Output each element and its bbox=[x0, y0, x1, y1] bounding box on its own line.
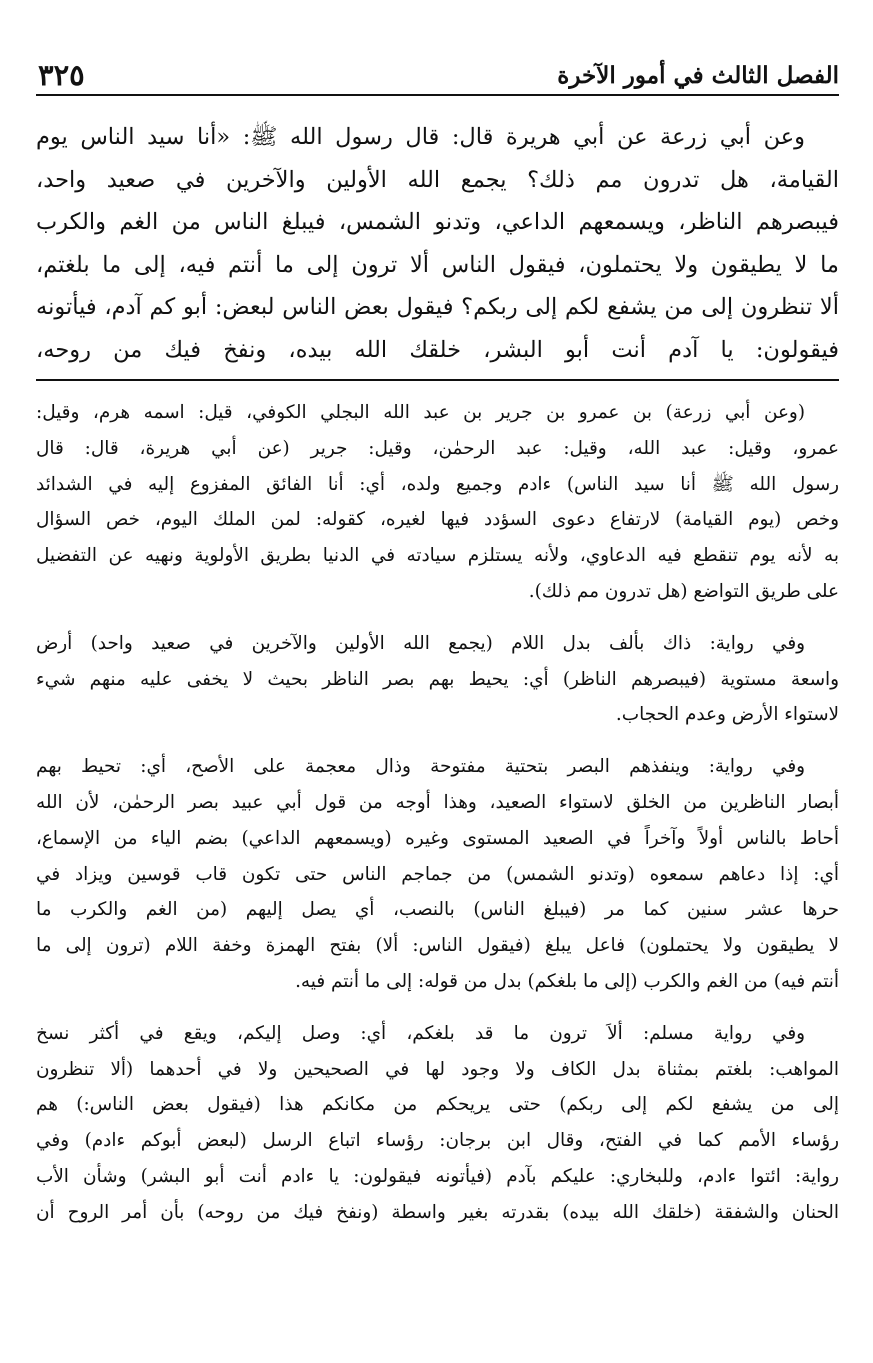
hadith-text bbox=[36, 116, 839, 371]
commentary-line: على طريق التواضع (هل تدرون مم ذلك). bbox=[528, 580, 839, 602]
header-rule bbox=[36, 94, 839, 96]
commentary-line: أبصار الناظرين من الخلق لاستواء الصعيد، وهذا أوجه من قول أبي عبيد بصر الرحمٰن، لأن الله bbox=[36, 791, 839, 813]
page-header bbox=[36, 54, 839, 94]
paragraph-gap bbox=[36, 733, 839, 749]
commentary-line: إلى من يشفع لكم إلى ربكم) حتى يريحكم من مكانكم هذا (فيقول بعض الناس:) هم bbox=[36, 1094, 839, 1116]
commentary bbox=[36, 395, 839, 1231]
commentary-line: (وعن أبي زرعة) بن عمرو بن جرير بن عبد الله البجلي الكوفي، قيل: اسمه هرم، وقيل: bbox=[36, 402, 805, 423]
running-title: الفصل الثالث في أمور الآخرة bbox=[557, 62, 839, 89]
hadith-line: القيامة، هل تدرون مم ذلك؟ يجمع الله الأولين والآخرين في صعيد واحد، bbox=[36, 166, 839, 193]
commentary-separator bbox=[36, 379, 839, 381]
commentary-line: أنتم فيه) من الغم والكرب (إلى ما بلغكم) بدل من قوله: إلى ما أنتم فيه. bbox=[295, 970, 839, 992]
commentary-line: واسعة مستوية (فيبصرهم الناظر) أي: يحيط بهم بصر الناظر بحيث لا يخفى عليه منهم شيء bbox=[36, 668, 839, 690]
hadith-line: فيبصرهم الناظر، ويسمعهم الداعي، وتدنو الشمس، فيبلغ الناس من الغم والكرب bbox=[36, 209, 839, 235]
commentary-line: عمرو، وقيل: عبد الله، وقيل: عبد الرحمٰن، وقيل: جرير (عن أبي هريرة، قال: قال bbox=[36, 437, 839, 459]
commentary-line: حرها عشر سنين كما مر (فيبلغ الناس) بالنصب، أي يصل إليهم (من الغم والكرب ما bbox=[36, 899, 839, 921]
commentary-line: لا يطيقون ولا يحتملون) فاعل يبلغ (فيقول الناس: ألا) بفتح الهمزة وخفة اللام (ترون إلى ما bbox=[36, 935, 839, 957]
commentary-line: المواهب: بلغتم بمثناة بدل الكاف ولا وجود لها في الصحيحين ولا في أحدهما (ألا تنظرون bbox=[36, 1058, 839, 1080]
commentary-line: رواية: ائتوا ءادم، وللبخاري: عليكم بآدم (فيأتونه فيقولون: يا ءادم أنت أبو البشر) وشأن الأب bbox=[36, 1165, 839, 1187]
commentary-line: وخص (يوم القيامة) لارتفاع دعوى السؤدد فيها لغيره، كقوله: لمن الملك اليوم، خص السؤال bbox=[36, 509, 839, 531]
page bbox=[36, 54, 839, 1231]
commentary-line: أحاط بالناس أولاً وآخراً في الصعيد المستوى وغيره (ويسمعهم الداعي) بضم الياء من الإسماع، bbox=[36, 827, 839, 849]
commentary-line: الحنان والشفقة (خلقك الله بيده) بقدرته بغير واسطة (ونفخ فيك من روحه) بأن أمر الروح أن bbox=[36, 1201, 839, 1223]
hadith-line: ما لا يطيقون ولا يحتملون، فيقول الناس ألا ترون إلى ما أنتم فيه، إلى ما بلغتم، bbox=[36, 251, 839, 278]
commentary-line: أي: إذا دعاهم سمعوه (وتدنو الشمس) من جماجم الناس حتى تكون قاب قوسين ويزاد في bbox=[36, 863, 839, 885]
paragraph-gap bbox=[36, 610, 839, 626]
paragraph-gap bbox=[36, 1000, 839, 1016]
commentary-line: وفي رواية: وينفذهم البصر بتحتية مفتوحة وذال معجمة على الأصح، أي: تحيط بهم bbox=[36, 756, 805, 778]
page-number: ٣٢٥ bbox=[38, 58, 85, 92]
commentary-line: به لأنه يوم تنقطع فيه الدعاوي، ولأنه يستلزم سيادته في الدنيا بطريق الأولوية ونهيه عن التفضيل bbox=[36, 545, 839, 567]
commentary-line: رؤساء الأمم كما في الفتح، وقال ابن برجان: رؤساء اتباع الرسل (لبعض أبوكم ءادم) وفي bbox=[36, 1130, 839, 1152]
hadith-line: وعن أبي زرعة عن أبي هريرة قال: قال رسول الله ﷺ: «أنا سيد الناس يوم bbox=[36, 124, 805, 150]
commentary-line: رسول الله ﷺ أنا سيد الناس) ءادم وجميع ولده، أي: أنا الفائق المفزوع إليه في الشدائد bbox=[36, 473, 839, 495]
commentary-line: لاستواء الأرض وعدم الحجاب. bbox=[615, 704, 839, 726]
commentary-line: وفي رواية: ذاك بألف بدل اللام (يجمع الله الأولين والآخرين في صعيد واحد) أرض bbox=[36, 632, 805, 654]
hadith-line: فيقولون: يا آدم أنت أبو البشر، خلقك الله بيده، ونفخ فيك من روحه، bbox=[36, 336, 839, 363]
hadith-line: ألا تنظرون إلى من يشفع لكم إلى ربكم؟ فيقول بعض الناس لبعض: أبو كم آدم، فيأتونه bbox=[36, 294, 839, 320]
commentary-line: وفي رواية مسلم: ألاَ ترون ما قد بلغكم، أي: وصل إليكم، ويقع في أكثر نسخ bbox=[36, 1022, 805, 1044]
